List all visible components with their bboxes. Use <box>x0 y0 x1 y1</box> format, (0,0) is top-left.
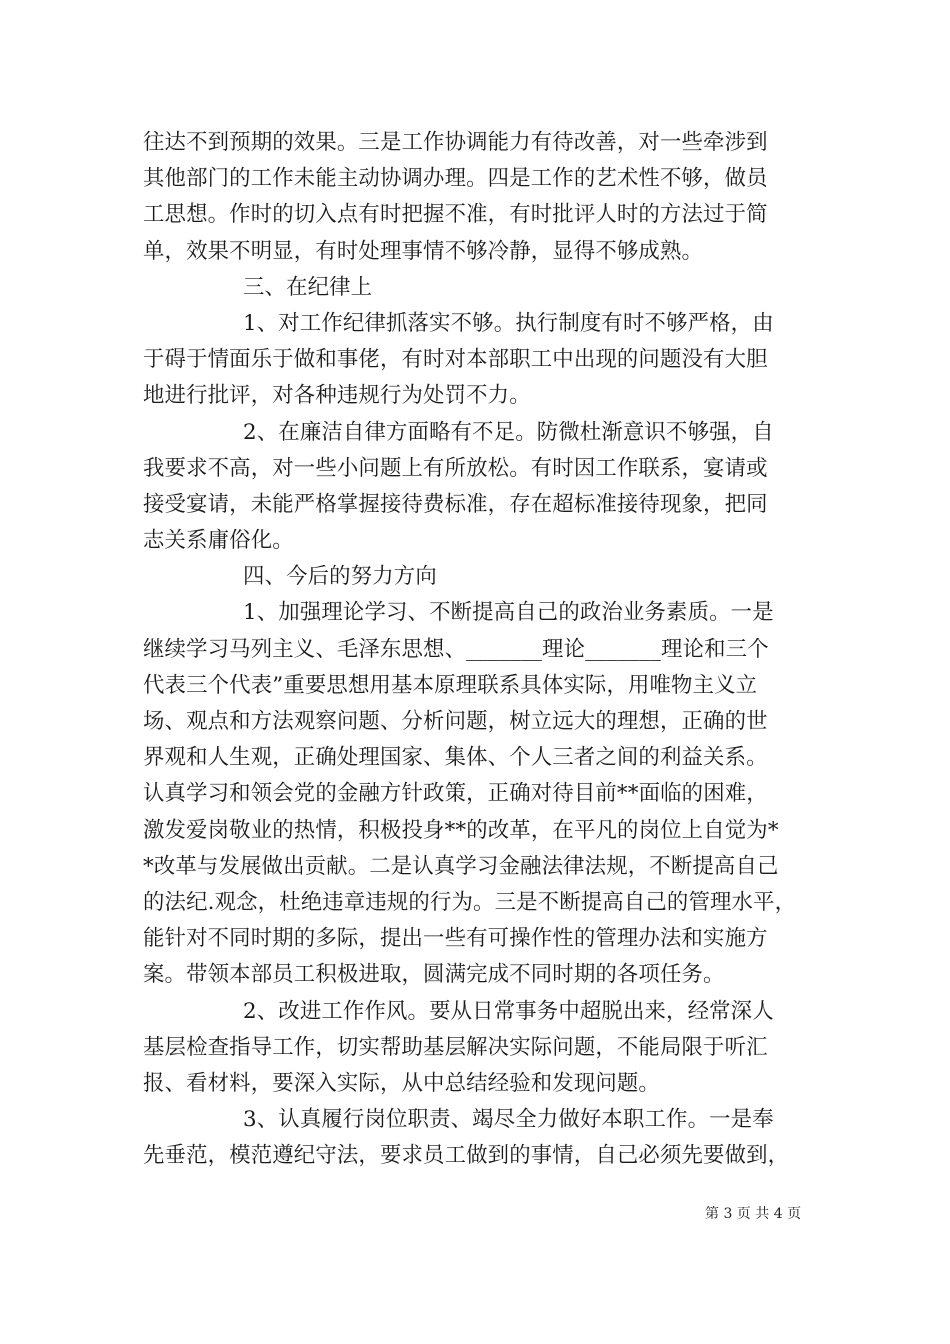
text-line: 基层检查指导工作，切实帮助基层解决实际问题，不能局限于听汇 <box>143 1034 768 1060</box>
text-line: 场、观点和方法观察问题、分析问题，树立远大的理想，正确的世 <box>143 709 768 734</box>
text-line: 我要求不高，对一些小问题上有所放松。有时因工作联系，宴请或 <box>143 455 768 481</box>
text-line: 1、加强理论学习、不断提高自己的政治业务素质。一是 <box>243 600 774 626</box>
text-line: 认真学习和领会党的金融方针政策，正确对待目前**面临的困难， <box>143 781 768 807</box>
text-line: 往达不到预期的效果。三是工作协调能力有待改善，对一些牵涉到 <box>143 130 768 155</box>
text-line: 案。带领本部员工积极进取，圆满完成不同时期的各项任务。 <box>143 962 725 988</box>
text-line: 2、改进工作作风。要从日常事务中超脱出来，经常深人 <box>243 998 774 1024</box>
text-line: 能针对不同时期的多际，提出一些有可操作性的管理办法和实施方 <box>143 926 768 952</box>
text-line: 3、认真履行岗位职责、竭尽全力做好本职工作。一是奉 <box>243 1107 774 1133</box>
text-line: 继续学习马列主义、毛泽东思想、_______理论_______理论和三个 <box>143 636 769 662</box>
text-line: 激发爱岗敬业的热情，积极投身**的改革，在平凡的岗位上自觉为* <box>143 817 779 843</box>
text-line: 工思想。作时的切入点有时把握不准，有时批评人时的方法过于简 <box>143 202 768 228</box>
text-line: 于碍于情面乐于做和事佬，有时对本部职工中出现的问题没有大胆 <box>143 347 768 373</box>
text-line: 2、在廉洁自律方面略有不足。防微杜渐意识不够强，自 <box>243 419 774 445</box>
text-line: 1、对工作纪律抓落实不够。执行制度有时不够严格，由 <box>243 310 774 336</box>
text-line: 接受宴请，未能严格掌握接待费标准，存在超标准接待现象，把同 <box>143 491 768 517</box>
text-line: 的法纪.观念，杜绝违章违规的行为。三是不断提高自己的管理水平， <box>143 889 797 915</box>
text-line: *改革与发展做出贡献。二是认真学习金融法律法规，不断提高自己 <box>143 853 779 879</box>
document-body <box>143 125 823 1174</box>
text-line: 界观和人生观，正确处理国家、集体、个人三者之间的利益关系。 <box>143 745 768 771</box>
text-line: 志关系庸俗化。 <box>143 528 294 554</box>
text-line: 其他部门的工作未能主动协调办理。四是工作的艺术性不够，做员 <box>143 166 768 192</box>
text-line: 报、看材料，要深入实际，从中总结经验和发现问题。 <box>143 1070 660 1096</box>
text-line: 单，效果不明显，有时处理事情不够冷静，显得不够成熟。 <box>143 238 704 264</box>
page-number: 第 3 页 共 4 页 <box>705 1206 802 1222</box>
section-heading: 三、在纪律上 <box>243 274 373 300</box>
text-line: 代表三个代表”重要思想用基本原理联系具体实际，用唯物主义立 <box>143 672 758 698</box>
text-line: 先垂范，模范遵纪守法，要求员工做到的事情，自己必须先要做到， <box>143 1143 790 1169</box>
text-line: 地进行批评，对各种违规行为处罚不力。 <box>143 383 531 409</box>
section-heading: 四、今后的努力方向 <box>243 564 437 590</box>
